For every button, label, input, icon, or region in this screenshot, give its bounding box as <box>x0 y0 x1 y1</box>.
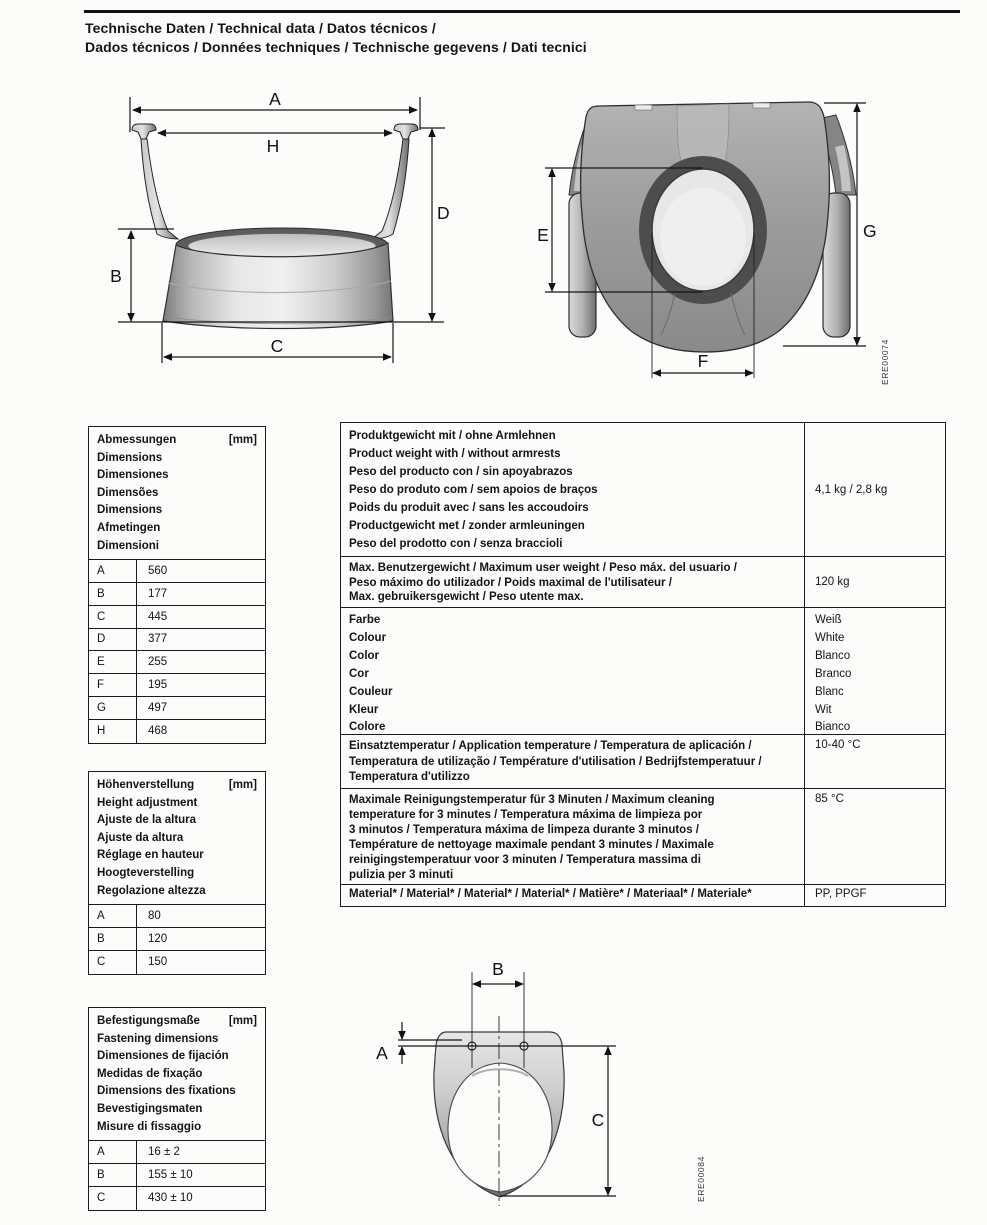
table-row <box>89 697 265 720</box>
dim-value: 80 <box>148 910 161 923</box>
header-line: Misure di fissaggio <box>97 1120 202 1133</box>
header-line: Dimensioni <box>97 539 159 552</box>
dim-key: H <box>89 720 137 743</box>
table-header-label: Abmessungen <box>97 434 177 446</box>
dim-value: 16 ± 2 <box>148 1146 180 1159</box>
header-line: Height adjustment <box>97 796 198 809</box>
seat-base-shape <box>163 228 393 329</box>
dim-key: D <box>89 629 137 651</box>
table-row <box>89 951 265 974</box>
header-line: Ajuste de la altura <box>97 814 197 827</box>
header-line: Regolazione altezza <box>97 884 206 897</box>
dim-key: E <box>89 651 137 673</box>
dim-key: G <box>89 697 137 719</box>
dim-key: B <box>89 583 137 605</box>
dim-label-f: F <box>697 351 709 371</box>
dim-value: 155 ± 10 <box>148 1168 193 1181</box>
spec-row-product-weight <box>341 423 945 557</box>
header-line: Hoogteverstelling <box>97 866 195 879</box>
spec-value: 85 °C <box>815 793 844 805</box>
header-line: Ajuste da altura <box>97 831 184 844</box>
height-table-header <box>89 772 265 905</box>
table-row <box>89 1141 265 1164</box>
dim-key: C <box>89 1187 137 1210</box>
dim-key: A <box>89 560 137 582</box>
table-row <box>89 583 265 606</box>
spec-row-cleaning-temperature <box>341 789 945 885</box>
spec-value: 120 kg <box>815 576 850 588</box>
dim-label-b: B <box>110 266 122 286</box>
table-row <box>89 651 265 674</box>
dim-value: 468 <box>148 725 168 738</box>
header-line: Fastening dimensions <box>97 1032 219 1045</box>
height-adjustment-table <box>88 771 266 975</box>
figure-code: ERE00084 <box>696 1156 706 1202</box>
spec-label: Material* / Material* / Material* / Material* / Matière* / Materiaal* / Materiale* <box>341 885 805 906</box>
header-line: Dimensiones <box>97 469 169 482</box>
table-header-label: Höhenverstellung <box>97 779 195 791</box>
dim-value: 195 <box>148 679 168 692</box>
header-line: Dimensions <box>97 504 163 517</box>
title-line-1: Technische Daten / Technical data / Datos técnicos / <box>85 20 436 36</box>
table-header-label: Befestigungsmaße <box>97 1015 200 1027</box>
header-line: Medidas de fixação <box>97 1067 203 1080</box>
armrest-left-shape <box>132 124 178 239</box>
header-line: Dimensions des fixations <box>97 1085 236 1098</box>
fastening-figure <box>360 940 760 1225</box>
dim-key: A <box>89 905 137 927</box>
table-row <box>89 629 265 652</box>
seat-top-shape <box>581 102 830 352</box>
dim-value: 255 <box>148 656 168 669</box>
dim-label-g: G <box>863 221 877 241</box>
title-line-2: Dados técnicos / Données techniques / Technische gegevens / Dati tecnici <box>85 39 587 55</box>
table-unit-label: [mm] <box>228 779 257 791</box>
fastening-table-header <box>89 1008 265 1141</box>
header-line: Afmetingen <box>97 521 161 534</box>
dim-key: C <box>89 606 137 628</box>
spec-label: Farbe Colour Color Cor Couleur Kleur Colore <box>341 608 805 734</box>
dim-label-e: E <box>537 225 549 245</box>
dim-key: F <box>89 674 137 696</box>
spec-row-colour <box>341 608 945 735</box>
dim-value: 430 ± 10 <box>148 1192 193 1205</box>
figure-code: ERE00074 <box>880 339 890 385</box>
spec-label: Maximale Reinigungstemperatur für 3 Minuten / Maximum cleaning temperature for 3 minutes / Temperatura máxima de limpieza por 3 minutos / Temperatura máxima de limpeza durante 3 minutos / Température de nettoyage maximale pendant 3 minutes / Maximale reinigingstemperatuur voor 3 minuten / Temperatura massima di pulizia per 3 minuti <box>341 789 805 884</box>
spec-label: Produktgewicht mit / ohne Armlehnen Product weight with / without armrests Peso del producto con / sin apoyabrazos Peso do produto com / sem apoios de braços Poids du produit avec / sans les accoudoirs Productgewicht met / zonder armleuningen Peso del prodotto con / senza braccioli <box>341 423 805 556</box>
table-row <box>89 928 265 951</box>
header-line: Réglage en hauteur <box>97 849 204 862</box>
dim-value: 120 <box>148 932 168 945</box>
top-rule <box>84 10 960 13</box>
table-row <box>89 1187 265 1210</box>
header-line: Dimensões <box>97 486 159 499</box>
table-row <box>89 905 265 928</box>
top-view-figure <box>525 85 920 395</box>
spec-value: Weiß White Blanco Branco Blanc Wit Bianco <box>815 614 852 734</box>
spec-row-application-temperature <box>341 735 945 789</box>
armrest-right-shape <box>372 124 418 239</box>
spec-value: 10-40 °C <box>815 739 861 751</box>
dim-key: B <box>89 1164 137 1186</box>
seat-ring-shape <box>434 1016 564 1206</box>
table-row <box>89 674 265 697</box>
dim-label-c: C <box>270 336 284 356</box>
dimensions-table-header <box>89 427 265 560</box>
dim-label-c: C <box>591 1110 605 1130</box>
dim-key: B <box>89 928 137 950</box>
table-row <box>89 1164 265 1187</box>
side-view-figure <box>100 85 460 385</box>
dim-value: 497 <box>148 701 168 714</box>
spec-value: 4,1 kg / 2,8 kg <box>815 483 888 496</box>
spec-label: Max. Benutzergewicht / Maximum user weight / Peso máx. del usuario / Peso máximo do utilizador / Poids maximal de l'utilisateur / Max. gebruikersgewicht / Peso utente max. <box>341 557 805 607</box>
table-row <box>89 606 265 629</box>
table-row <box>89 560 265 583</box>
dim-label-a: A <box>376 1043 388 1063</box>
dim-key: C <box>89 951 137 974</box>
table-row <box>89 720 265 743</box>
dim-value: 445 <box>148 610 168 623</box>
spec-row-max-user-weight <box>341 557 945 608</box>
dimensions-table <box>88 426 266 744</box>
header-line: Bevestigingsmaten <box>97 1102 203 1115</box>
header-line: Dimensiones de fijación <box>97 1050 229 1063</box>
dim-value: 377 <box>148 633 168 646</box>
dim-label-d: D <box>437 203 450 223</box>
dim-value: 560 <box>148 565 168 578</box>
dim-key: A <box>89 1141 137 1163</box>
dim-label-b: B <box>492 959 504 979</box>
header-line: Dimensions <box>97 451 163 464</box>
table-unit-label: [mm] <box>228 434 257 446</box>
dim-label-h: H <box>266 136 280 156</box>
spec-value: PP, PPGF <box>815 888 867 900</box>
table-unit-label: [mm] <box>228 1015 257 1027</box>
fastening-table <box>88 1007 266 1211</box>
spec-table <box>340 422 946 907</box>
dim-value: 150 <box>148 956 168 969</box>
dim-label-a: A <box>269 89 281 109</box>
dim-value: 177 <box>148 587 168 600</box>
page-title <box>85 19 587 57</box>
spec-row-material <box>341 885 945 906</box>
spec-label: Einsatztemperatur / Application temperature / Temperatura de aplicación / Temperatura de utilização / Température d'utilisation / Bedrijfstemperatuur / Temperatura d'utilizzo <box>341 735 805 788</box>
